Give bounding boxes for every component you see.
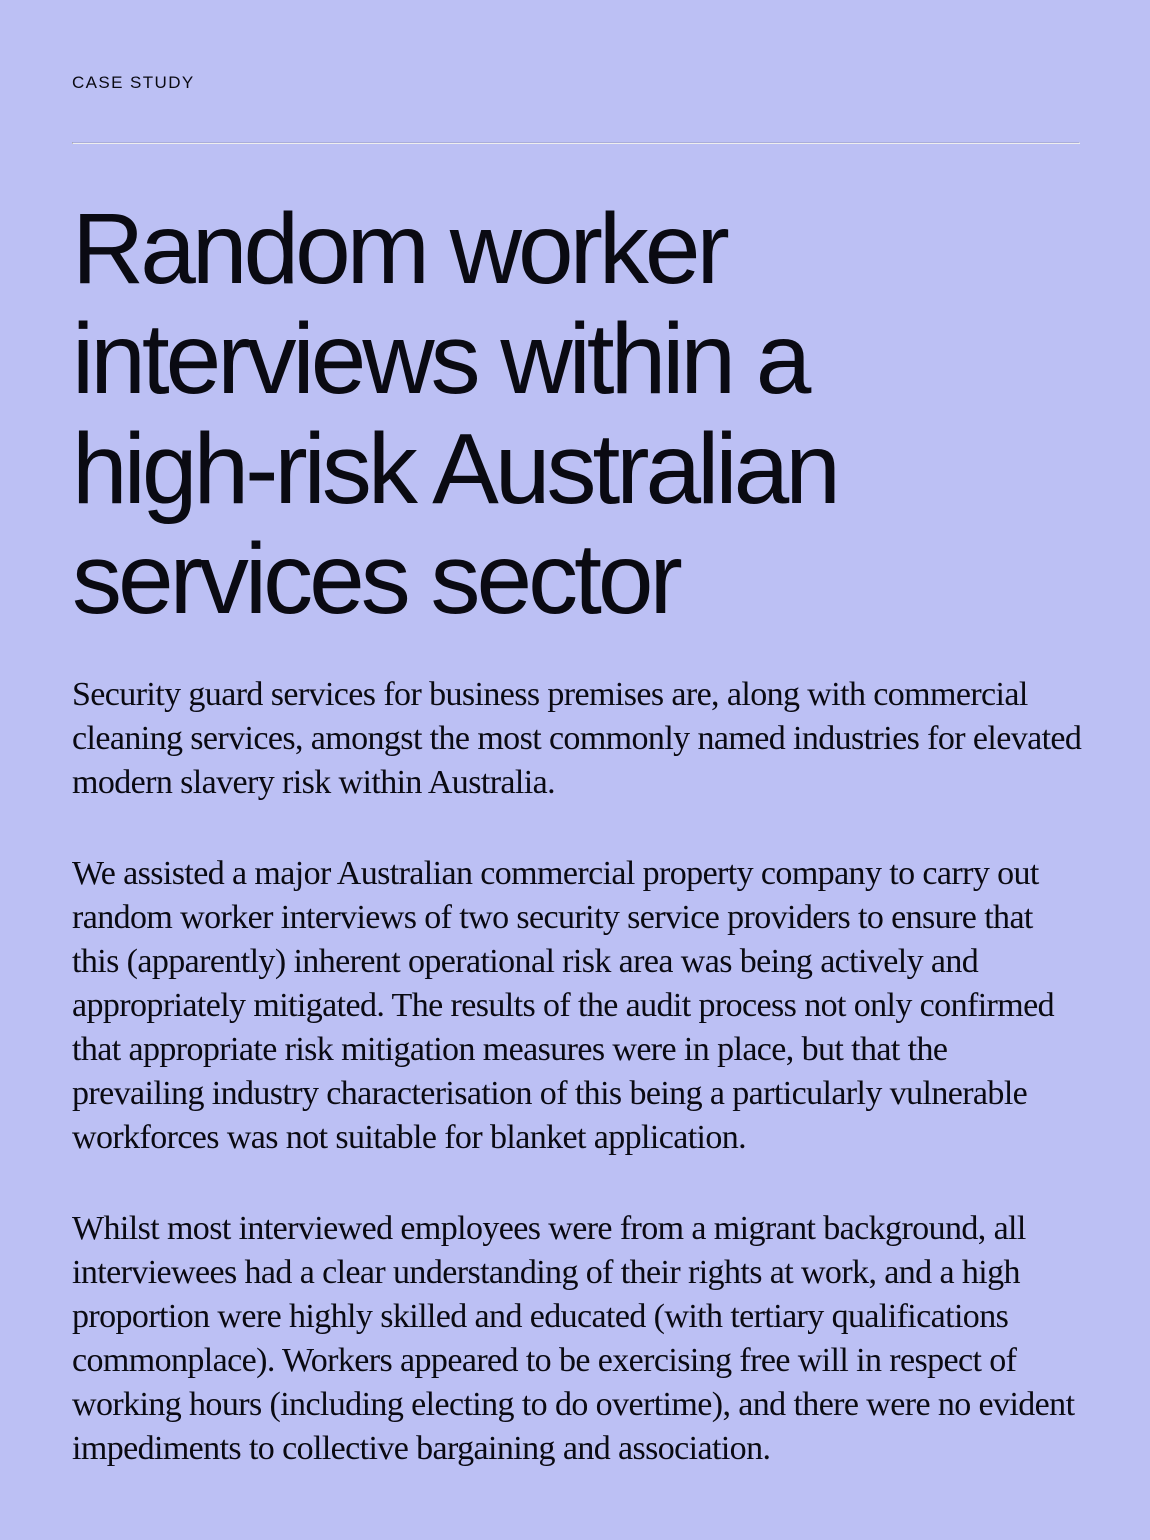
page-title-line: interviews within a	[72, 303, 808, 415]
page-title-line: services sector	[72, 523, 679, 635]
page-title	[72, 194, 1078, 634]
intro-paragraph: Security guard services for business premises are, along with commercial cleaning services, amongst the most commonly named industries for elevated modern slavery risk within Australia.	[72, 676, 1082, 801]
page-title-line: Random worker	[72, 193, 726, 305]
section-eyebrow-label: CASE STUDY	[72, 73, 195, 92]
engagement-paragraph: We assisted a major Australian commercial property company to carry out random worker interviews of two security service providers to ensure that this (apparently) inherent operational risk area was being actively and appropriately mitigated. The results of the audit process not only confirmed that appropriate risk mitigation measures were in place, but that the prevailing industry characterisation of this being a particularly vulnerable workforces was not suitable for blanket application.	[72, 855, 1055, 1156]
header-divider	[72, 142, 1080, 144]
body-text	[72, 673, 1082, 1518]
page-title-line: high-risk Australian	[72, 413, 837, 525]
findings-paragraph: Whilst most interviewed employees were from a migrant background, all interviewees had a clear understanding of their rights at work, and a high proportion were highly skilled and educated (with tertiary qualifications commonplace). Workers appeared to be exercising free will in respect of working hours (including electing to do overtime), and there were no evident impediments to collective bargaining and association.	[72, 1210, 1075, 1467]
